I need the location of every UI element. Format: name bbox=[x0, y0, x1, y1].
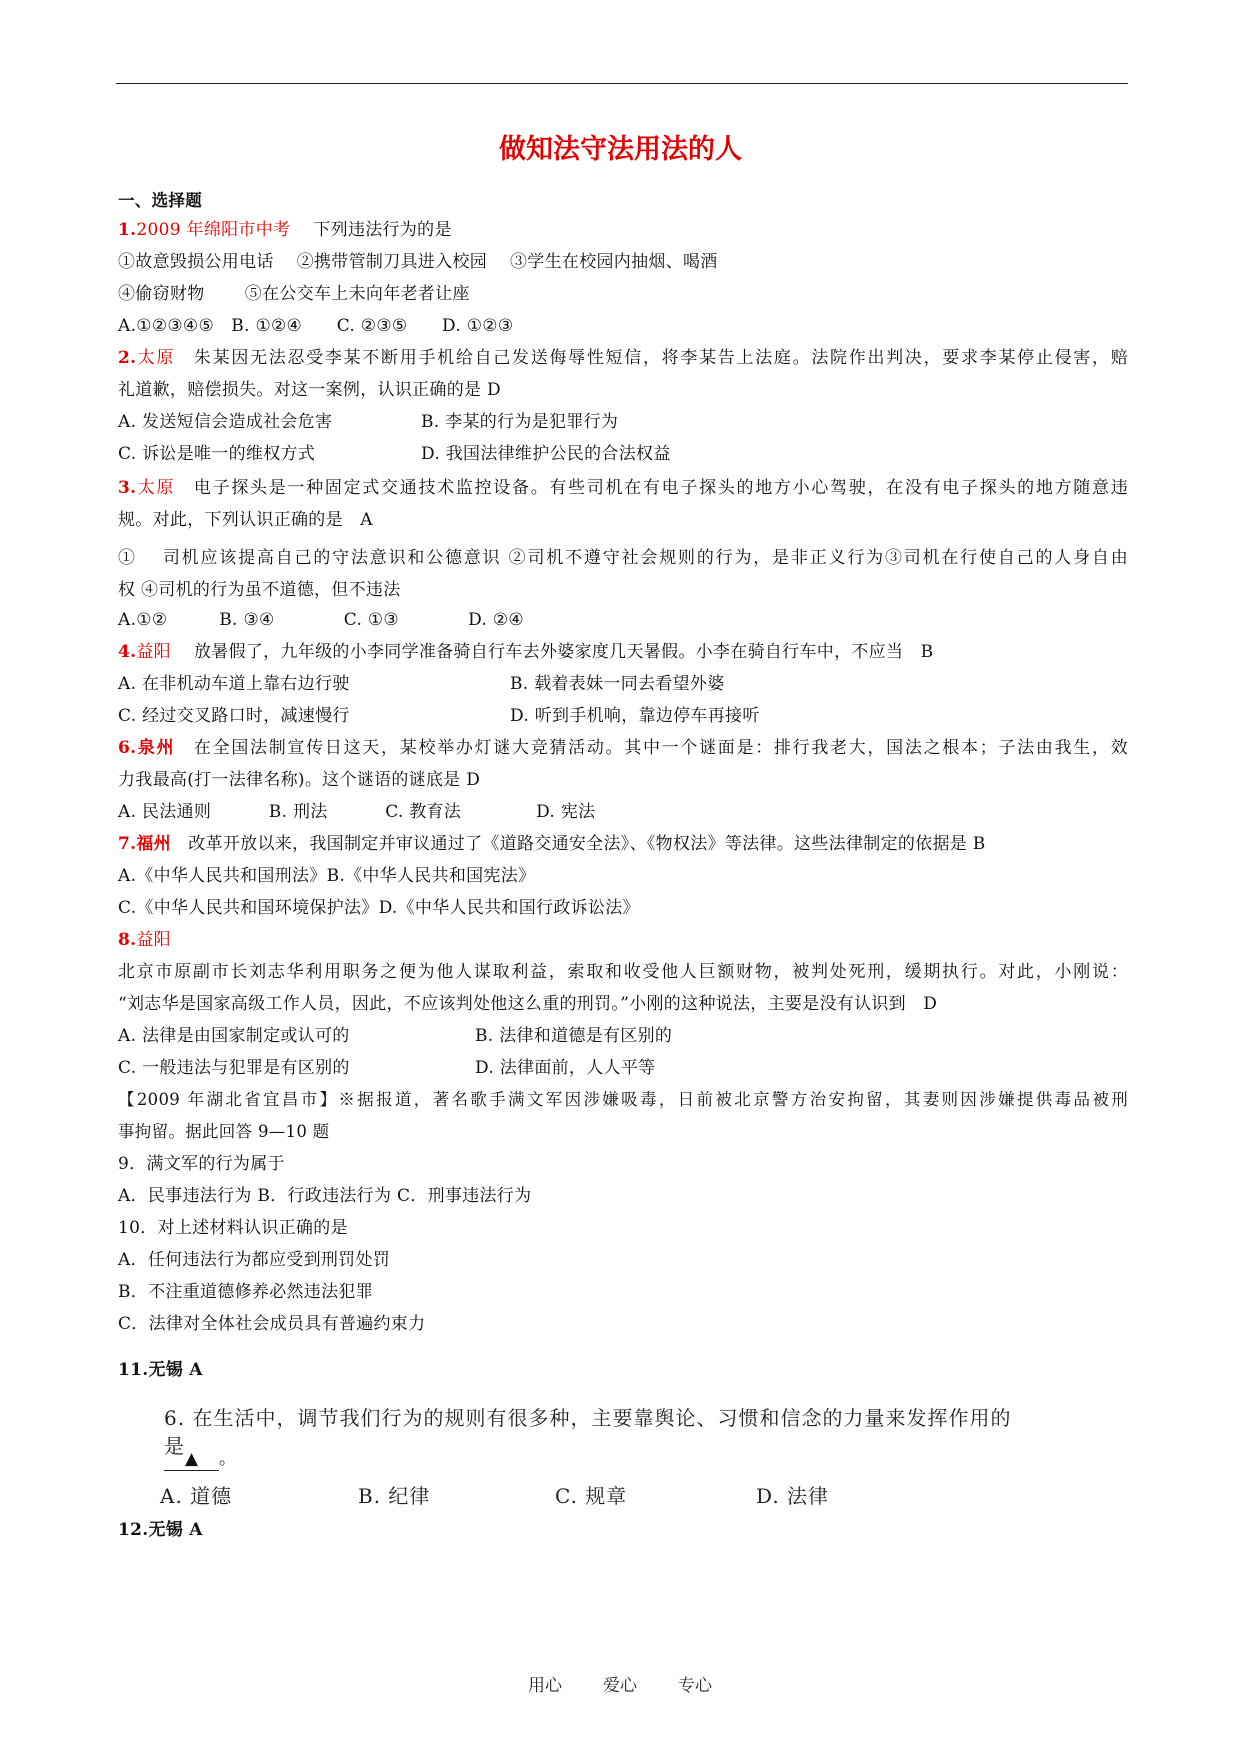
blank-marker: ▲ bbox=[164, 1448, 219, 1471]
question-1 bbox=[118, 216, 1128, 244]
question-3-items-line-1: ① 司机应该提高自己的守法意识和公德意识 ②司机不遵守社会规则的行为，是非正义行为③司机在行使自己的人身自由 bbox=[118, 548, 1128, 568]
question-3-options: A.①② B. ③④ C. ①③ D. ②④ bbox=[118, 610, 524, 630]
question-1-options: A.①②③④⑤ B. ①②④ C. ②③⑤ D. ①②③ bbox=[118, 316, 514, 336]
option-a: A. 法律是由国家制定或认可的 bbox=[118, 1026, 350, 1046]
section-heading: 一、选择题 bbox=[118, 191, 202, 210]
question-10-stem: 10．对上述材料认识正确的是 bbox=[118, 1218, 348, 1238]
question-source: 福州 bbox=[136, 834, 171, 854]
option-a: A. 在非机动车道上靠右边行驶 bbox=[118, 674, 350, 694]
material-line-1: 【2009 年湖北省宜昌市】※据报道，著名歌手满文军因涉嫌吸毒，日前被北京警方治安拘留，其妻则因涉嫌提供毒品被刑 bbox=[118, 1090, 1128, 1109]
question-8-options-row-2 bbox=[118, 1054, 1128, 1082]
question-number: 6. bbox=[118, 738, 137, 758]
question-8-stem-line-2: “刘志华是国家高级工作人员，因此，不应该判处他这么重的刑罚。”小刚的这种说法，主要是没有认识到 D bbox=[118, 994, 938, 1014]
question-1-items-line-1: ①故意毁损公用电话 ②携带管制刀具进入校园 ③学生在校园内抽烟、喝酒 bbox=[118, 252, 718, 272]
question-8 bbox=[118, 926, 1128, 954]
scanned-option-c: C. 规章 bbox=[555, 1484, 628, 1508]
question-10-option-c: C．法律对全体社会成员具有普遍约束力 bbox=[118, 1314, 426, 1334]
question-7-options-row-2: C.《中华人民共和国环境保护法》D.《中华人民共和国行政诉讼法》 bbox=[118, 898, 640, 918]
option-d: D. 听到手机响，靠边停车再接听 bbox=[510, 706, 760, 726]
question-2-options-row-2 bbox=[118, 440, 1128, 468]
question-8-options-row-1 bbox=[118, 1022, 1128, 1050]
question-11-label: 11.无锡 A bbox=[118, 1360, 203, 1380]
question-3-items-line-2: 权 ④司机的行为虽不道德，但不违法 bbox=[118, 580, 401, 600]
question-source: 益阳 bbox=[136, 930, 171, 950]
header-rule bbox=[116, 83, 1128, 84]
question-stem: 电子探头是一种固定式交通技术监控设备。有些司机在有电子探头的地方小心驾驶，在没有电子探头的地方随意违 bbox=[193, 478, 1128, 498]
question-source: 2009 年绵阳市中考 bbox=[136, 220, 291, 240]
question-7 bbox=[118, 830, 1128, 858]
page-title: 做知法守法用法的人 bbox=[499, 134, 742, 165]
question-8-stem-line-1: 北京市原副市长刘志华利用职务之便为他人谋取利益，索取和收受他人巨额财物，被判处死刑，缓期执行。对此，小刚说： bbox=[118, 962, 1128, 982]
material-line-2: 事拘留。据此回答 9—10 题 bbox=[118, 1122, 330, 1141]
blank-period: 。 bbox=[219, 1449, 236, 1469]
question-stem: 改革开放以来，我国制定并审议通过了《道路交通安全法》、《物权法》等法律。这些法律制定的依据是 B bbox=[188, 834, 986, 854]
question-10-option-b: B．不注重道德修养必然违法犯罪 bbox=[118, 1282, 373, 1302]
question-source: 太原 bbox=[136, 478, 176, 498]
question-source: 泉州 bbox=[136, 738, 176, 758]
option-c: C. 一般违法与犯罪是有区别的 bbox=[118, 1058, 350, 1078]
question-10-option-a: A．任何违法行为都应受到刑罚处罚 bbox=[118, 1250, 391, 1270]
footer-text-2: 爱心 bbox=[603, 1676, 637, 1696]
scanned-question-stem: 6. 在生活中，调节我们行为的规则有很多种，主要靠舆论、习惯和信念的力量来发挥作用的是 bbox=[164, 1406, 1012, 1458]
answer-blank bbox=[164, 1448, 236, 1471]
option-b: B. 法律和道德是有区别的 bbox=[475, 1026, 673, 1046]
question-source: 益阳 bbox=[136, 642, 171, 662]
question-12-label: 12.无锡 A bbox=[118, 1520, 203, 1540]
question-9-stem: 9．满文军的行为属于 bbox=[118, 1154, 285, 1174]
scanned-option-b: B. 纪律 bbox=[358, 1484, 431, 1508]
question-6-stem-line-2: 力我最高(打一法律名称)。这个谜语的谜底是 D bbox=[118, 770, 481, 790]
option-c: C. 诉讼是唯一的维权方式 bbox=[118, 444, 316, 464]
question-2 bbox=[118, 344, 1128, 372]
question-7-options-row-1: A.《中华人民共和国刑法》B.《中华人民共和国宪法》 bbox=[118, 866, 536, 886]
question-stem: 下列违法行为的是 bbox=[313, 220, 452, 240]
question-2-stem-line-2: 礼道歉，赔偿损失。对这一案例，认识正确的是 D bbox=[118, 380, 501, 400]
scanned-question-image bbox=[150, 1402, 1020, 1517]
option-a: A. 发送短信会造成社会危害 bbox=[118, 412, 333, 432]
question-6-options: A. 民法通则 B. 刑法 C. 教育法 D. 宪法 bbox=[118, 802, 596, 822]
scanned-option-a: A. 道德 bbox=[160, 1484, 233, 1508]
question-stem: 在全国法制宣传日这天，某校举办灯谜大竞猜活动。其中一个谜面是：排行我老大，国法之根本；子法由我生，效 bbox=[193, 738, 1128, 758]
footer-text-3: 专心 bbox=[678, 1676, 712, 1696]
question-number: 4. bbox=[118, 642, 137, 662]
question-4 bbox=[118, 638, 1128, 666]
question-1-items-line-2: ④偷窃财物 ⑤在公交车上未向年老者让座 bbox=[118, 284, 470, 304]
question-number: 8. bbox=[118, 930, 137, 950]
option-c: C. 经过交叉路口时，减速慢行 bbox=[118, 706, 350, 726]
question-number: 2. bbox=[118, 348, 137, 368]
question-4-options-row-2 bbox=[118, 702, 1128, 730]
question-number: 1. bbox=[118, 220, 137, 240]
footer-text-1: 用心 bbox=[528, 1676, 562, 1696]
question-number: 7. bbox=[118, 834, 137, 854]
option-d: D. 我国法律维护公民的合法权益 bbox=[421, 444, 671, 464]
option-b: B. 载着表妹一同去看望外婆 bbox=[510, 674, 725, 694]
question-stem: 朱某因无法忍受李某不断用手机给自己发送侮辱性短信，将李某告上法庭。法院作出判决，要求李某停止侵害，赔 bbox=[193, 348, 1128, 368]
option-b: B. 李某的行为是犯罪行为 bbox=[421, 412, 619, 432]
question-3 bbox=[118, 474, 1128, 502]
question-4-options-row-1 bbox=[118, 670, 1128, 698]
question-source: 太原 bbox=[136, 348, 176, 368]
question-3-stem-line-2: 规。对此，下列认识正确的是 A bbox=[118, 510, 373, 530]
option-d: D. 法律面前，人人平等 bbox=[475, 1058, 656, 1078]
scanned-option-d: D. 法律 bbox=[756, 1484, 830, 1508]
question-stem: 放暑假了，九年级的小李同学准备骑自行车去外婆家度几天暑假。小李在骑自行车中，不应当 B bbox=[193, 642, 934, 662]
question-9-options: A．民事违法行为 B．行政违法行为 C．刑事违法行为 bbox=[118, 1186, 532, 1206]
question-2-options-row-1 bbox=[118, 408, 1128, 436]
question-6 bbox=[118, 734, 1128, 762]
question-number: 3. bbox=[118, 478, 137, 498]
